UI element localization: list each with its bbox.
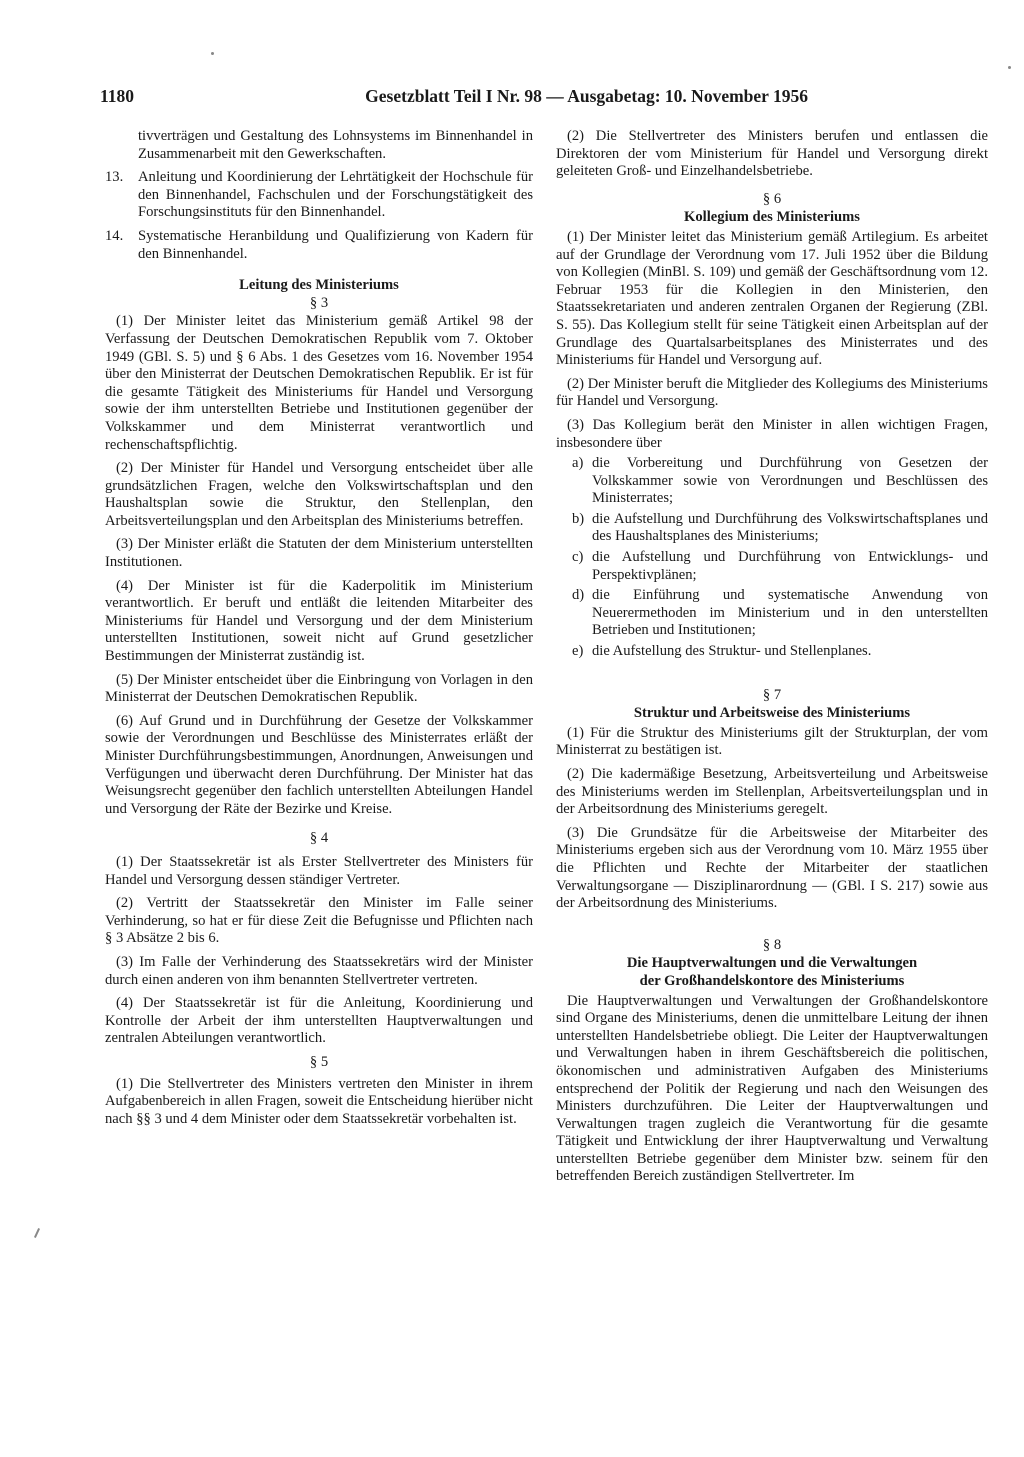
right-column [556,128,988,1192]
paragraph: (3) Im Falle der Verhinderung des Staatssekretärs wird der Minister durch einen anderen von ihm benannten Stellvertreter vertreten. [105,953,533,988]
paragraph: (2) Die kadermäßige Besetzung, Arbeitsverteilung und Arbeitsweise des Ministeriums werden im Stellenplan, Arbeitsverteilungsplan und in der Arbeitsordnung des Ministeriums geregelt. [556,766,988,818]
list-text: die Aufstellung des Struktur- und Stellenplanes. [592,643,872,660]
list-text: Anleitung und Koordinierung der Lehrtätigkeit der Hochschule für den Binnenhandel, Fachschulen und der Forschungstätigkeit des Forschungsinstituts für den Binnenhandel. [138,169,533,221]
list-number: 14. [105,227,124,244]
paragraph: (1) Der Minister leitet das Ministerium gemäß Artilegium. Es arbeitet auf der Grundlage der Verordnung vom 17. Juli 1952 über die Bildung von Kollegien (MinBl. S. 109) und gemäß der Geschäftsordnung vom 12. Februar 1953 für die Kollegien in den Ministerien, den Staatssekretariaten und anderen zentralen Organen der Regierung (ZBl. S. 55). Das Kollegium stellt für seine Tätigkeit einen Arbeitsplan auf der Grundlage des Quartalsarbeitsplanes des Ministerrates und des Ministeriums für Handel und Versorgung auf. [556,228,988,369]
list-text: Systematische Heranbildung und Qualifizierung von Kadern für den Binnenhandel. [138,227,533,262]
list-text: die Vorbereitung und Durchführung von Gesetzen der Volkskammer sowie von Verordnungen und Beschlüssen des Ministerrates; [592,455,988,507]
paragraph: (1) Die Stellvertreter des Ministers vertreten den Minister in ihrem Aufgabenbereich in allen Fragen, soweit die Entscheidung hierüber nicht nach §§ 3 und 4 dem Minister oder dem Staatssekretär vorbehalten ist. [105,1075,533,1127]
list-letter: a) [572,455,584,472]
paragraph: (2) Die Stellvertreter des Ministers berufen und entlassen die Direktoren der vom Ministerium für Handel und Versorgung direkt geleiteten Groß- und Einzelhandelsbetriebe. [556,128,988,180]
section-label-7: § 7 [762,686,782,703]
section-label-8: § 8 [762,936,782,953]
list-text: die Aufstellung und Durchführung von Entwicklungs- und Perspektivplänen; [592,549,988,583]
section-heading-hauptverwaltungen-2: der Großhandelskontore des Ministeriums [639,972,905,989]
running-title: Gesetzblatt Teil I Nr. 98 — Ausgabetag: 10. November 1956 [365,86,808,106]
paragraph: (3) Der Minister erläßt die Statuten der dem Ministerium unterstellten Institutionen. [105,536,533,571]
page-header [100,86,808,110]
section-heading-struktur: Struktur und Arbeitsweise des Ministeriums [633,705,911,722]
paragraph: (1) Für die Struktur des Ministeriums gilt der Strukturplan, der vom Ministerrat zu bestätigen ist. [556,724,988,759]
list-item-e [556,643,988,661]
paragraph: (3) Das Kollegium berät den Minister in allen wichtigen Fragen, insbesondere über [556,416,988,451]
paragraph: (5) Der Minister entscheidet über die Einbringung von Vorlagen in den Ministerrat der Deutschen Demokratischen Republik. [105,671,533,706]
paragraph: (2) Vertritt der Staatssekretär den Minister im Falle seiner Verhinderung, so hat er für diese Zeit die Befugnisse und Pflichten nach § 3 Absätze 2 bis 6. [105,895,533,947]
list-item-d [556,587,988,640]
list-item-13 [105,169,533,222]
list-number: 13. [105,169,124,186]
section-label-3: § 3 [309,294,329,311]
print-speck [211,52,214,55]
paragraph: (6) Auf Grund und in Durchführung der Gesetze der Volkskammer sowie der Verordnungen und Beschlüsse des Ministerrates erläßt der Minister Durchführungsbestimmungen, Anordnungen, Anweisungen und Verfügungen und überwacht deren Durchführung. Der Minister hat das Weisungsrecht gegenüber den fachlich unterstellten Abteilungen Handel und Versorgung der Räte der Bezirke und Kreise. [105,712,533,817]
left-column [105,128,533,1134]
list-item-c [556,549,988,584]
list-text: die Aufstellung und Durchführung des Volkswirtschaftsplanes und des Haushaltsplanes des Ministeriums; [592,510,988,545]
paragraph: (1) Der Minister leitet das Ministerium gemäß Artikel 98 der Verfassung der Deutschen Demokratischen Republik vom 7. Oktober 1949 (GBl. S. 5) und § 6 Abs. 1 des Gesetzes vom 16. November 1954 über den Ministerrat der Deutschen Demokratischen Republik. Er ist für die gesamte Tätigkeit des Ministeriums für Handel und Versorgung sowie der ihm unterstellten Betriebe und Institutionen gegenüber der Volkskammer und dem Ministerrat verantwortlich und rechenschaftspflichtig. [105,313,533,453]
paragraph: (3) Die Grundsätze für die Arbeitsweise der Mitarbeiter des Ministeriums ergeben sich aus der Verordnung vom 10. März 1955 über die Pflichten und Rechte der Mitarbeiter der staatlichen Verwaltungsorgane — Disziplinarordnung — (GBl. I S. 217) sowie aus der Arbeitsordnung des Ministeriums. [556,824,988,912]
paragraph: (2) Der Minister für Handel und Versorgung entscheidet über alle grundsätzlichen Fragen, welche den Volkswirtschaftsplan und den Haushaltsplan sowie die Struktur, den Stellenplan, den Arbeitsverteilungsplan und den Arbeitsplan des Ministeriums betreffen. [105,460,533,529]
list-letter: e) [572,643,584,660]
paragraph: (4) Der Staatssekretär ist für die Anleitung, Koordinierung und Kontrolle der Arbeit der ihm unterstellten Hauptverwaltungen und zentralen Abteilungen verantwortlich. [105,995,533,1047]
list-item-b [556,511,988,546]
page-number: 1180 [100,86,135,106]
paragraph: (4) Der Minister ist für die Kaderpolitik im Ministerium verantwortlich. Er beruft und entläßt die leitenden Mitarbeiter des Ministeriums für Handel und Versorgung und der dem Ministerium unterstellten Institutionen, soweit nicht auf Grund gesetzlicher Bestimmungen der Ministerrat zuständig ist. [105,577,533,665]
section-label-6: § 6 [762,190,782,207]
list-text: die Einführung und systematische Anwendung von Neuerermethoden im Ministerium und in den unterstellten Betrieben und Institutionen; [592,587,988,639]
list-item-a [556,455,988,508]
continuation-text: tivverträgen und Gestaltung des Lohnsystems im Binnenhandel in Zusammenarbeit mit den Gewerkschaften. [138,128,533,162]
section-heading-leitung: Leitung des Ministeriums [239,277,399,294]
list-letter: d) [572,587,585,604]
list-item-14 [105,228,533,263]
list-letter: b) [572,510,585,527]
section-label-4: § 4 [309,830,329,847]
paragraph: (1) Der Staatssekretär ist als Erster Stellvertreter des Ministers für Handel und Versorgung dessen ständiger Vertreter. [105,853,533,888]
paragraph: Die Hauptverwaltungen und Verwaltungen der Großhandelskontore sind Organe des Ministeriums, denen die unmittelbare Leitung der ihnen unterstellten Handelsbetriebe obliegt. Die Leiter der Hauptverwaltungen und Verwaltungen haben in ihrem Geschäftsbereich die politischen, ökonomischen und administrativen Aufgaben des Ministeriums entsprechend der Politik der Regierung und nach den Weisungen des Ministers durchzuführen. Die Leiter der Hauptverwaltungen und Verwaltungen tragen zugleich die Verantwortung für die gesamte Tätigkeit und Entwicklung der ihrer Hauptverwaltung und Verwaltung unterstellten Betriebe gegenüber dem Minister bzw. seinem für den betreffenden Bereich zuständigen Stellvertreter. Im [556,992,988,1185]
section-heading-hauptverwaltungen-1: Die Hauptverwaltungen und die Verwaltungen [626,955,918,972]
list-item-continuation [105,128,533,163]
list-letter: c) [572,549,584,566]
section-label-5: § 5 [309,1053,329,1070]
print-speck [34,1228,40,1238]
paragraph: (2) Der Minister beruft die Mitglieder des Kollegiums des Ministeriums für Handel und Versorgung. [556,375,988,410]
print-speck [1008,66,1011,69]
section-heading-kollegium: Kollegium des Ministeriums [684,209,860,226]
